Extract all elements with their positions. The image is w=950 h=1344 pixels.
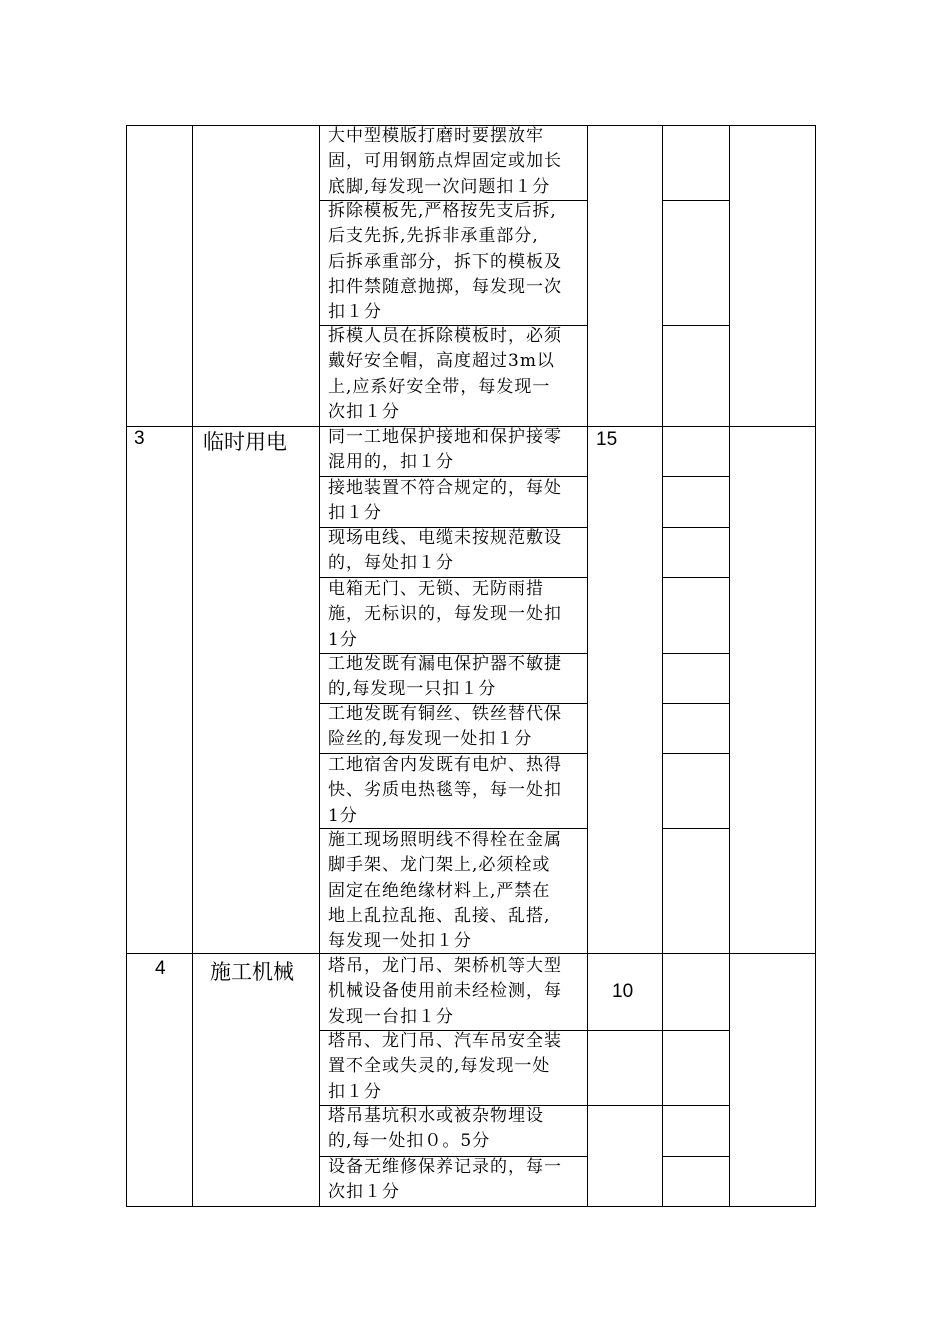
cell-divider	[662, 1030, 730, 1031]
column-divider	[729, 125, 730, 1207]
item-text: 拆模人员在拆除模板时，必须 戴好安全帽，高度超过3m以 上,应系好安全带，每发现一 次扣１分	[328, 326, 562, 422]
item-text: 现场电线、电缆未按规范敷设 的，每处扣１分	[328, 528, 562, 574]
cell-divider	[662, 653, 730, 654]
cell-divider	[662, 753, 730, 754]
item-text: 设备无维修保养记录的，每一 次扣１分	[328, 1157, 562, 1203]
cell-divider	[662, 200, 730, 201]
item-text: 工地发既有铜丝、铁丝替代保 险丝的,每发现一处扣１分	[328, 704, 562, 750]
table-border-left	[126, 125, 127, 1207]
cell-divider	[662, 325, 730, 326]
item-text: 大中型模版打磨时要摆放牢 固，可用钢筋点焊固定或加长 底脚,每发现一次问题扣１分	[328, 126, 562, 197]
cell-divider	[662, 527, 730, 528]
item-text: 塔吊，龙门吊、架桥机等大型 机械设备使用前未经检测，每 发现一台扣１分	[328, 956, 562, 1027]
group-category: 施工机械	[210, 961, 294, 984]
group-score: 10	[612, 981, 634, 1002]
cell-divider	[662, 828, 730, 829]
cell-divider	[662, 1105, 730, 1106]
group-category: 临时用电	[203, 431, 287, 454]
item-text: 同一工地保护接地和保护接零 混用的，扣１分	[328, 427, 562, 473]
group-index: 4	[155, 958, 166, 979]
column-divider	[192, 125, 193, 1207]
column-divider	[319, 125, 320, 1207]
item-text: 塔吊、龙门吊、汽车吊安全装 置不全或失灵的,每发现一处 扣１分	[328, 1031, 562, 1102]
table-border-right	[815, 125, 816, 1207]
item-text: 接地装置不符合规定的，每处 扣１分	[328, 478, 562, 524]
table-border-bottom	[126, 1206, 816, 1207]
item-text: 电箱无门、无锁、无防雨措 施，无标识的，每发现一处扣 1分	[328, 579, 562, 650]
cell-divider	[662, 703, 730, 704]
group-index: 3	[134, 428, 145, 449]
column-divider	[587, 125, 588, 1207]
item-text: 拆除模板先,严格按先支后拆, 后支先拆,先拆非承重部分, 后拆承重部分，拆下的模板及 扣件禁随意抛掷，每发现一次 扣１分	[328, 201, 562, 323]
item-text: 塔吊基坑积水或被杂物埋设 的,每一处扣０。5分	[328, 1106, 544, 1152]
item-text: 工地发既有漏电保护器不敏捷 的,每发现一只扣１分	[328, 654, 562, 700]
cell-divider	[662, 577, 730, 578]
item-text: 施工现场照明线不得栓在金属 脚手架、龙门架上,必须栓或 固定在绝绝缘材料上,严禁在 地上乱拉乱拖、乱接、乱搭, 每发现一处扣１分	[328, 830, 562, 952]
cell-divider	[662, 1156, 730, 1157]
cell-divider	[587, 1030, 663, 1031]
item-text: 工地宿舍内发既有电炉、热得 快、劣质电热毯等，每一处扣 1分	[328, 755, 562, 826]
cell-divider	[662, 476, 730, 477]
cell-divider	[587, 1105, 663, 1106]
column-divider	[662, 125, 663, 1207]
group-score: 15	[596, 429, 618, 450]
